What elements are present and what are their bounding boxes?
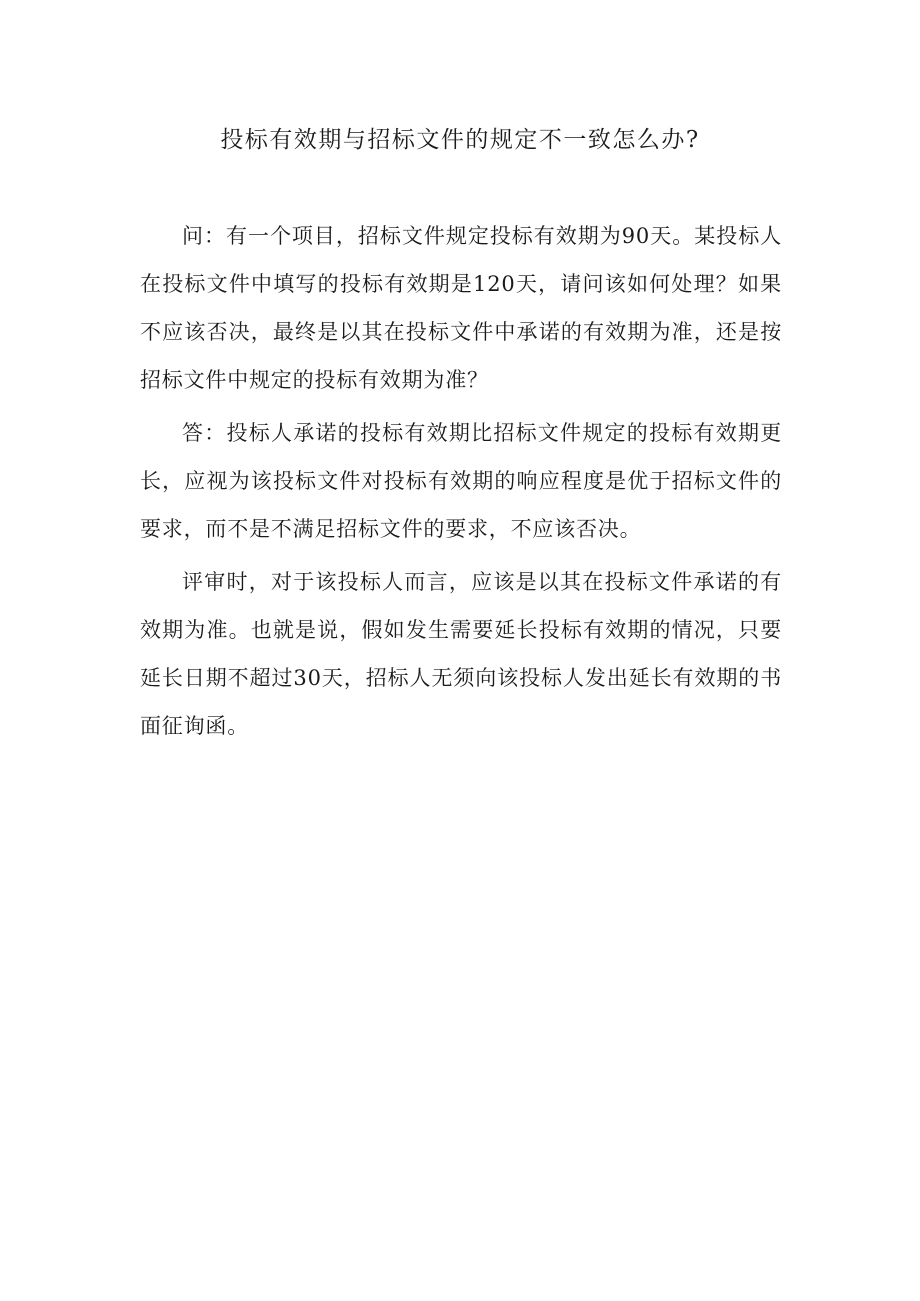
review-paragraph: 评审时，对于该投标人而言，应该是以其在投标文件承诺的有效期为准。也就是说，假如发生需要延长投标有效期的情况，只要延长日期不超过30天，招标人无须向该投标人发出延长有效期的书面征询函。 [140, 570, 782, 738]
answer-paragraph: 答：投标人承诺的投标有效期比招标文件规定的投标有效期更长，应视为该投标文件对投标有效期的响应程度是优于招标文件的要求，而不是不满足招标文件的要求，不应该否决。 [140, 421, 782, 541]
document-body [140, 212, 782, 755]
document-title: 投标有效期与招标文件的规定不一致怎么办? [220, 127, 700, 153]
question-paragraph: 问：有一个项目，招标文件规定投标有效期为90天。某投标人在投标文件中填写的投标有效期是120天，请问该如何处理？如果不应该否决，最终是以其在投标文件中承诺的有效期为准，还是按招标文件中规定的投标有效期为准？ [140, 224, 782, 392]
